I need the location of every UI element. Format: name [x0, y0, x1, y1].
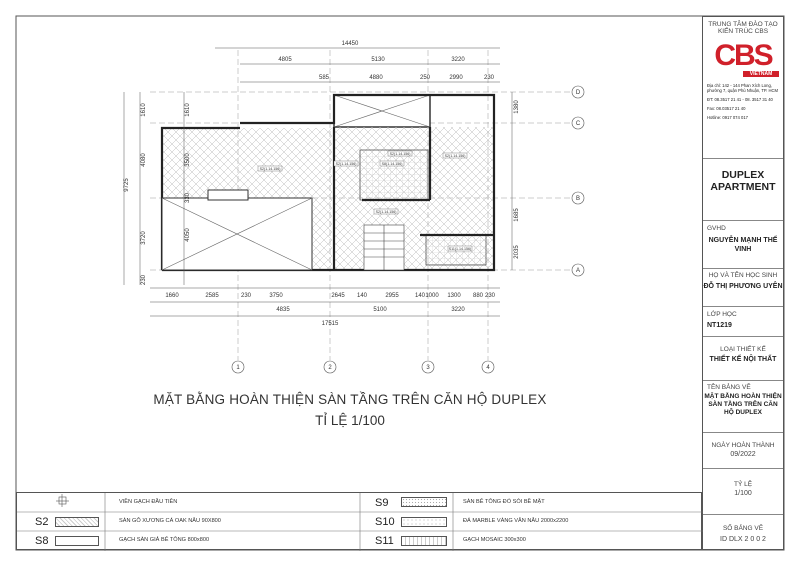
student-label: HỌ VÀ TÊN HỌC SINH	[708, 272, 778, 279]
student-cell	[703, 269, 783, 307]
legend-code-s10: S10	[375, 516, 395, 528]
org-cell	[703, 17, 783, 159]
dim-left-inner: 4050	[185, 228, 191, 242]
legend-code-s2: S2	[35, 516, 49, 528]
grid-col-bubble: 3	[426, 365, 430, 371]
dim-top: 2990	[449, 75, 463, 81]
legend-text-border: VIỀN GẠCH ĐẦU TIÊN	[119, 499, 178, 505]
scale-label: TỶ LỆ	[733, 481, 753, 488]
address: Địa chỉ: 142 - 144 Phan Xích Long, phường 7, quận Phú Nhuận, TP. HCM	[707, 83, 779, 93]
project-cell	[703, 159, 783, 221]
room-tag: S2(1.14.156)	[335, 162, 357, 166]
dim-bottom: 5100	[373, 307, 387, 313]
dim-bottom: 2585	[205, 293, 219, 299]
drawing-title: MẶT BẰNG HOÀN THIỆN SÀN TẦNG TRÊN CĂN HỘ DUPLEX	[153, 392, 547, 407]
date-value: 09/2022	[730, 451, 756, 458]
type-label: LOẠI THIẾT KẾ	[720, 346, 766, 353]
dim-right: 1380	[514, 100, 520, 114]
legend-text-s9: SÀN BÊ TÔNG ĐỔ SỎI BỀ MẶT	[463, 499, 545, 505]
dim-bottom: 3220	[451, 307, 465, 313]
dim-left-inner: 330	[185, 192, 191, 204]
dim-top-total: 14450	[341, 41, 359, 47]
drawing-label: TÊN BẢNG VẼ	[707, 384, 751, 391]
dim-left-total: 9725	[124, 178, 130, 192]
class-label: LỚP HỌC	[707, 311, 737, 318]
room-tag: S2(1.14.156)	[444, 154, 466, 158]
student-value: ĐỖ THỊ PHƯƠNG UYÊN	[703, 283, 783, 290]
dim-left-inner: 1610	[185, 103, 191, 117]
dim-left: 3720	[141, 231, 147, 245]
sheet-cell	[703, 515, 783, 551]
dim-top: 4880	[369, 75, 383, 81]
dim-bottom: 3750	[269, 293, 283, 299]
legend-pattern-s8	[55, 536, 99, 546]
dim-right: 1685	[514, 208, 520, 222]
room-tag: S2(1.14.156)	[259, 167, 281, 171]
type-cell	[703, 337, 783, 381]
project-name: DUPLEX APARTMENT	[710, 169, 776, 193]
room-tag: S11(1.14.156)	[448, 247, 472, 251]
drawing-scale: TỈ LỆ 1/100	[315, 413, 385, 428]
type-value: THIẾT KẾ NỘI THẤT	[709, 356, 777, 363]
dim-top: 230	[483, 75, 495, 81]
grid-row-bubble: B	[575, 196, 581, 202]
dim-bottom: 2645	[331, 293, 345, 299]
grid-row-bubble: D	[575, 90, 581, 96]
title-block	[702, 16, 784, 550]
sheet-value: ID DLX 2 0 0 2	[720, 536, 766, 543]
legend-text-s8: GẠCH SÀN GIẢ BÊ TÔNG 800x800	[119, 537, 210, 543]
dim-top: 250	[419, 75, 431, 81]
legend	[16, 492, 702, 550]
dim-top: 4805	[278, 57, 292, 63]
scale-cell	[703, 469, 783, 515]
hotline: Hotline: 0917 074 017	[707, 115, 748, 120]
grid-col-bubble: 2	[328, 365, 332, 371]
dim-bottom: 230	[484, 293, 496, 299]
dim-left: 4080	[141, 153, 147, 167]
date-cell	[703, 433, 783, 469]
sheet-label: SỐ BẢNG VẼ	[722, 525, 764, 532]
dim-bottom: 1660	[165, 293, 179, 299]
org-line2: KIẾN TRÚC CBS	[717, 28, 769, 35]
drawing-name-cell	[703, 381, 783, 433]
dim-bottom: 880	[472, 293, 484, 299]
floor-s8-bath	[360, 150, 428, 200]
dim-top: 3220	[451, 57, 465, 63]
date-label: NGÀY HOÀN THÀNH	[711, 442, 775, 449]
org-line1: TRUNG TÂM ĐÀO TẠO	[708, 21, 778, 28]
dim-bottom: 230	[240, 293, 252, 299]
dim-bottom: 2955	[385, 293, 399, 299]
cbs-logo	[708, 41, 778, 71]
legend-code-s8: S8	[35, 535, 49, 547]
legend-code-s11: S11	[375, 535, 394, 547]
logo-sub: VIETNAM	[743, 71, 779, 77]
legend-text-s2: SÀN GỖ XƯƠNG CÁ OAK NÂU 90X800	[119, 518, 221, 524]
dim-left: 230	[141, 274, 147, 286]
grid-col-bubble: 4	[486, 365, 490, 371]
dim-top: 5130	[371, 57, 385, 63]
drawing-value: MẶT BẰNG HOÀN THIỆN SÀN TẦNG TRÊN CĂN HỘ DUPLEX	[704, 393, 782, 416]
dim-bottom-total: 17515	[321, 321, 339, 327]
class-value: NT1219	[707, 322, 732, 329]
room-tag: S2(1.14.156)	[375, 210, 397, 214]
dim-bottom: 4835	[276, 307, 290, 313]
grid-row-bubble: A	[575, 268, 581, 274]
legend-pattern-s2	[55, 517, 99, 527]
legend-code-s9: S9	[375, 497, 389, 509]
logo-text: CBS	[714, 39, 772, 72]
legend-text-s11: GẠCH MOSAIC 300x300	[463, 537, 526, 543]
dim-right: 2035	[514, 245, 520, 259]
dim-bottom: 1300	[447, 293, 461, 299]
grid-col-bubble: 1	[236, 365, 240, 371]
room-tag: S2(1.14.156)	[389, 152, 411, 156]
legend-pattern-s11	[401, 536, 447, 546]
scale-value: 1/100	[734, 490, 752, 497]
legend-pattern-s10	[401, 517, 447, 527]
class-cell	[703, 307, 783, 337]
gvhd-value: NGUYỄN MẠNH THẾ VINH	[708, 237, 778, 253]
dim-bottom: 140	[414, 293, 426, 299]
phone: ĐT: 08.3517 21 41 - 08. 3517 31 40	[707, 97, 773, 102]
room-tag: S8(1.14.156)	[381, 162, 403, 166]
dim-left: 1610	[141, 103, 147, 117]
legend-pattern-s9	[401, 497, 447, 507]
gvhd-cell	[703, 221, 783, 269]
gvhd-label: GVHD	[707, 225, 726, 232]
dim-top: 585	[318, 75, 330, 81]
dim-left-inner: 3500	[185, 153, 191, 167]
dim-bottom: 140	[356, 293, 368, 299]
dim-bottom: 1000	[425, 293, 439, 299]
legend-text-s10: ĐÁ MARBLE VÀNG VÂN NÂU 2000x2200	[463, 518, 569, 524]
staircase	[364, 225, 404, 270]
grid-row-bubble: C	[575, 121, 581, 127]
fax: Fax: 08.03517 21 40	[707, 106, 746, 111]
